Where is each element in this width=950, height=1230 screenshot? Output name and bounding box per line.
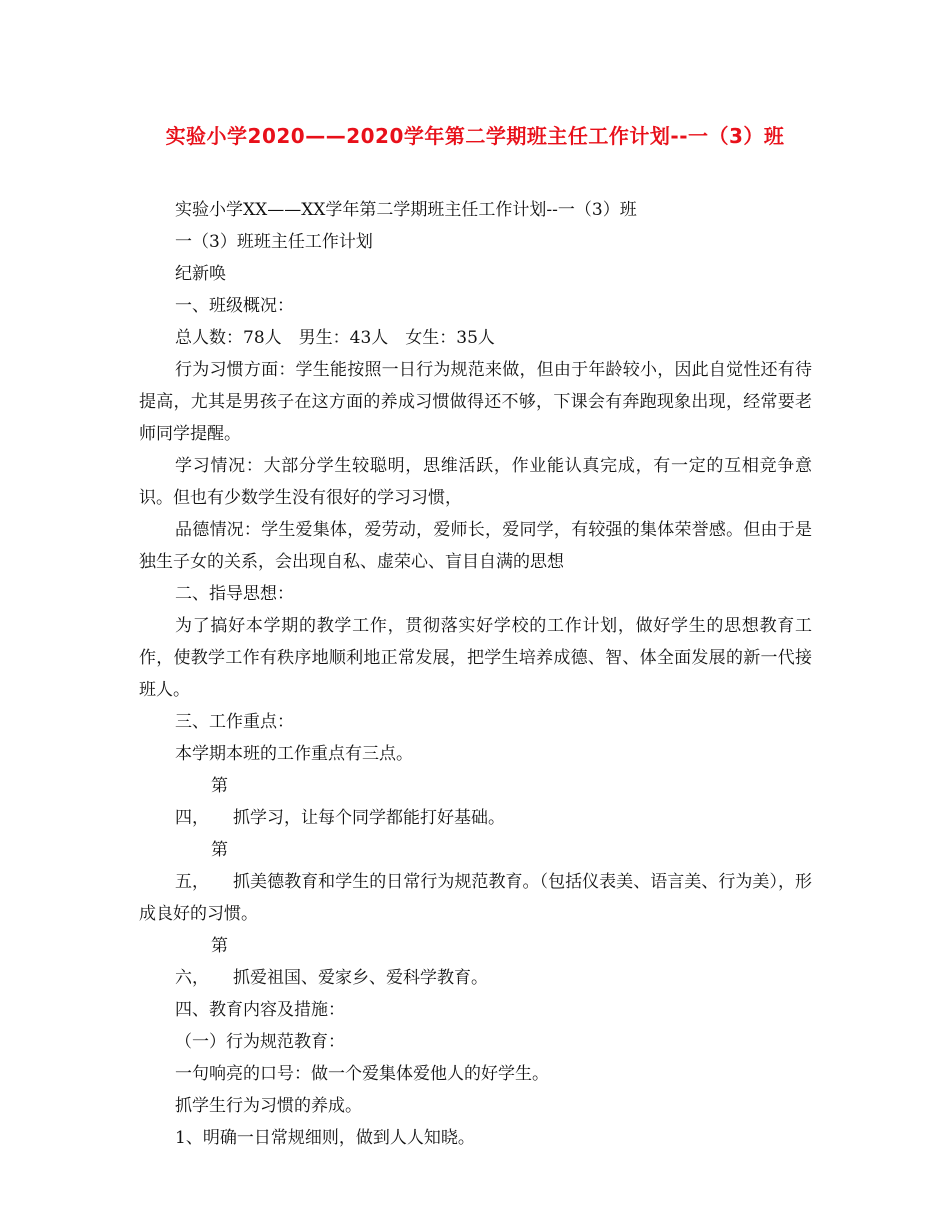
paragraph: 实验小学XX——XX学年第二学期班主任工作计划--一（3）班 xyxy=(175,200,637,220)
paragraph: 抓学生行为习惯的养成。 xyxy=(175,1096,362,1116)
paragraph: 行为习惯方面：学生能按照一日行为规范来做，但由于年龄较小，因此自觉性还有待提高，尤其是男孩子在这方面的养成习惯做得还不够，下课会有奔跑现象出现，经常要老师同学提醒。 xyxy=(139,360,812,444)
paragraph: 总人数：78人 男生：43人 女生：35人 xyxy=(175,328,495,348)
paragraph: 一句响亮的口号：做一个爱集体爱他人的好学生。 xyxy=(175,1064,549,1084)
paragraph: 一（3）班班主任工作计划 xyxy=(175,232,373,252)
paragraph: 1、明确一日常规细则，做到人人知晓。 xyxy=(175,1128,475,1148)
paragraph: 为了搞好本学期的教学工作，贯彻落实好学校的工作计划，做好学生的思想教育工作，使教学工作有秩序地顺利地正常发展，把学生培养成德、智、体全面发展的新一代接班人。 xyxy=(139,616,812,700)
paragraph: 品德情况：学生爱集体，爱劳动，爱师长，爱同学，有较强的集体荣誉感。但由于是独生子女的关系，会出现自私、虚荣心、盲目自满的思想 xyxy=(139,520,812,572)
list-item-text: 抓爱祖国、爱家乡、爱科学教育。 xyxy=(233,968,488,988)
list-item-label: 第五， xyxy=(175,840,228,892)
paragraph: 学习情况：大部分学生较聪明，思维活跃，作业能认真完成，有一定的互相竞争意识。但也有少数学生没有很好的学习习惯， xyxy=(139,456,812,508)
paragraph: 本学期本班的工作重点有三点。 xyxy=(175,744,413,764)
section-heading: 一、班级概况： xyxy=(175,296,294,316)
section-heading: 四、教育内容及措施： xyxy=(175,1000,345,1020)
list-item xyxy=(139,930,812,994)
subsection-heading: （一）行为规范教育： xyxy=(175,1032,345,1052)
document-body xyxy=(139,194,812,1154)
section-heading: 三、工作重点： xyxy=(175,712,294,732)
list-item-label: 第六， xyxy=(175,936,228,988)
paragraph: 纪新唤 xyxy=(175,264,226,284)
list-item xyxy=(139,834,812,930)
list-item xyxy=(139,770,812,834)
list-item-text: 抓学习，让每个同学都能打好基础。 xyxy=(233,808,505,828)
document-title: 实验小学2020——2020学年第二学期班主任工作计划--一（3）班 xyxy=(165,124,785,148)
list-item-text: 抓美德教育和学生的日常行为规范教育。（包括仪表美、语言美、行为美），形成良好的习惯。 xyxy=(139,872,812,924)
section-heading: 二、指导思想： xyxy=(175,584,294,604)
list-item-label: 第四， xyxy=(175,776,228,828)
